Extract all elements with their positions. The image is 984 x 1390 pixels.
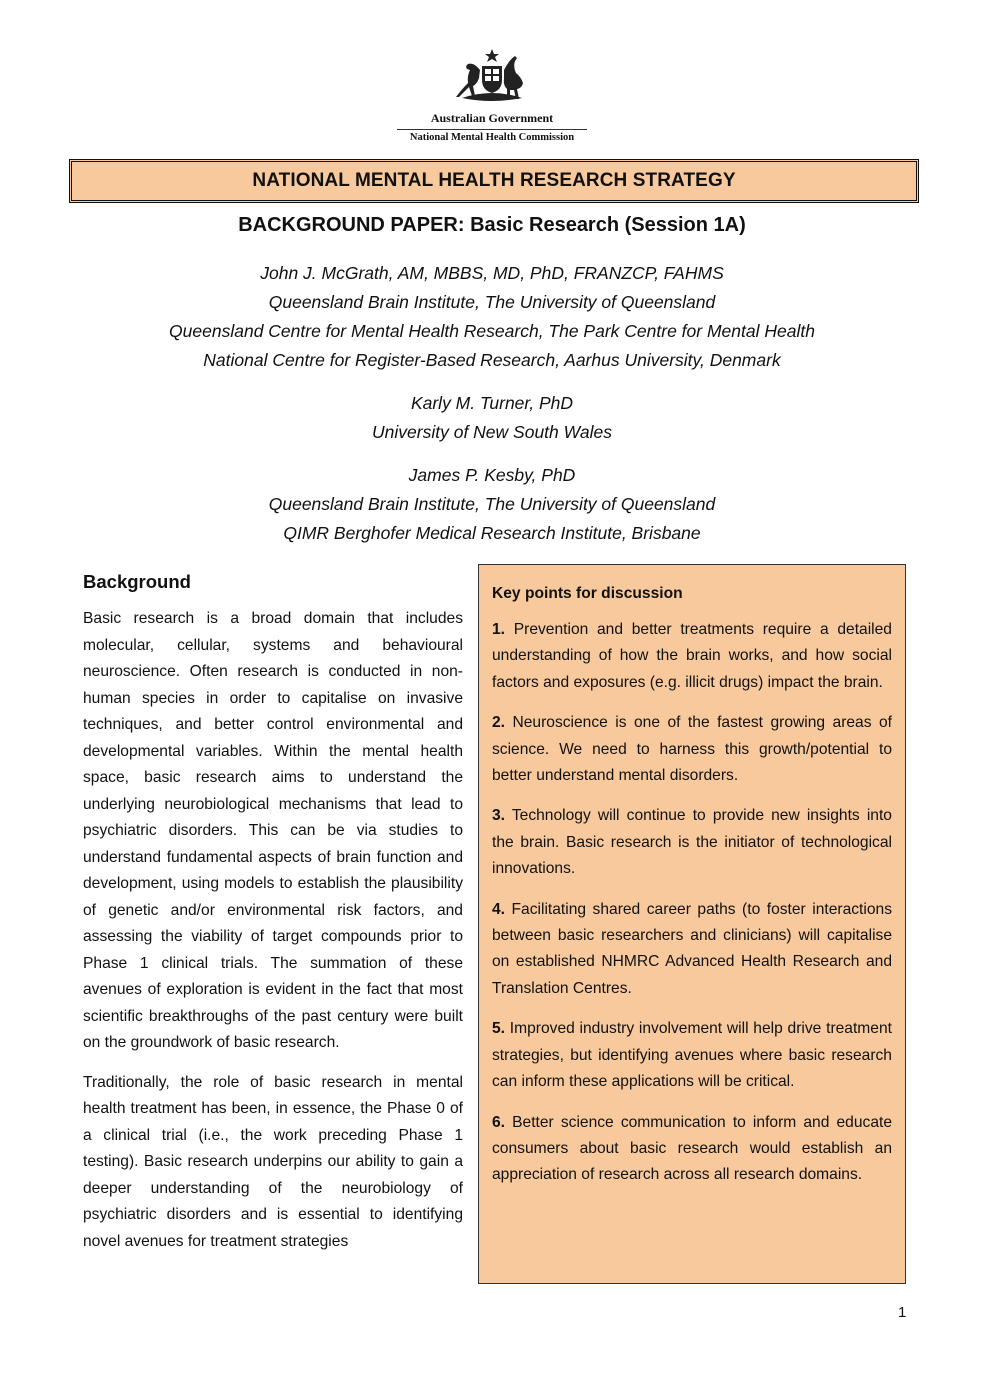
background-heading: Background xyxy=(83,571,191,592)
key-point-item xyxy=(492,803,892,882)
page-number: 1 xyxy=(898,1304,907,1321)
commission-name: National Mental Health Commission xyxy=(409,132,575,143)
author-block xyxy=(0,461,984,548)
key-point-number: 4. xyxy=(492,900,506,918)
key-point-number: 5. xyxy=(492,1020,506,1038)
key-point-number: 6. xyxy=(492,1113,506,1131)
key-point-text: Neuroscience is one of the fastest growing areas of science. We need to harness this growth/potential to better understand mental disorders. xyxy=(492,714,892,785)
key-point-number: 1. xyxy=(492,621,506,638)
background-paragraph: Basic research is a broad domain that includes molecular, cellular, systems and behavioural neuroscience. Often research is conducted in non-human species in order to capitalise on invasive techniques, and better control environmental and developmental variables. Within the mental health space, basic research aims to understand the underlying neurobiological mechanisms that lead to psychiatric disorders. This can be via studies to understand fundamental aspects of brain function and development, using models to establish the plausibility of genetic and/or environmental risk factors, and assessing the viability of target compounds prior to Phase 1 clinical trials. The summation of these avenues of exploration is evident in the fact that most scientific breakthroughs of the past century were built on the groundwork of basic research. xyxy=(83,610,463,1051)
author-name: Karly M. Turner, PhD xyxy=(410,393,574,413)
key-point-number: 3. xyxy=(492,807,506,825)
document-subtitle: BACKGROUND PAPER: Basic Research (Session 1A) xyxy=(238,214,746,236)
title-band xyxy=(69,159,919,203)
author-affiliation: QIMR Berghofer Medical Research Institute, Brisbane xyxy=(283,523,701,543)
key-point-item xyxy=(492,617,892,696)
author-affiliation: University of New South Wales xyxy=(372,422,612,442)
key-point-text: Facilitating shared career paths (to foster interactions between basic researchers and clinicians) will capitalise on established NHMRC Advanced Health Research and Translation Centres. xyxy=(492,900,892,997)
author-block xyxy=(0,259,984,375)
key-point-text: Improved industry involvement will help drive treatment strategies, but identifying avenues where basic research can inform these applications will be critical. xyxy=(492,1020,892,1091)
key-point-item xyxy=(492,1016,892,1095)
author-block xyxy=(0,389,984,447)
key-point-item xyxy=(492,710,892,789)
author-name: James P. Kesby, PhD xyxy=(408,465,576,485)
key-points-box xyxy=(478,564,906,1284)
key-points-heading: Key points for discussion xyxy=(492,585,683,602)
author-affiliation: National Centre for Register-Based Research, Aarhus University, Denmark xyxy=(203,350,781,370)
government-logo xyxy=(0,48,984,143)
logo-divider xyxy=(397,129,587,130)
author-affiliation: Queensland Brain Institute, The University of Queensland xyxy=(268,292,716,312)
author-name: John J. McGrath, AM, MBBS, MD, PhD, FRANZCP, FAHMS xyxy=(260,263,724,283)
key-point-text: Technology will continue to provide new insights into the brain. Basic research is the initiator of technological innovations. xyxy=(492,807,892,878)
author-affiliation: Queensland Brain Institute, The University of Queensland xyxy=(268,494,716,514)
key-point-item xyxy=(492,897,892,1003)
document-title: NATIONAL MENTAL HEALTH RESEARCH STRATEGY xyxy=(252,170,736,191)
key-point-number: 2. xyxy=(492,714,506,732)
key-point-text: Better science communication to inform and educate consumers about basic research would establish an appreciation of research across all research domains. xyxy=(492,1113,892,1184)
key-point-item xyxy=(492,1110,892,1189)
background-section xyxy=(83,571,463,1268)
author-affiliation: Queensland Centre for Mental Health Research, The Park Centre for Mental Health xyxy=(169,321,815,341)
background-paragraph: Traditionally, the role of basic research in mental health treatment has been, in essence, the Phase 0 of a clinical trial (i.e., the work preceding Phase 1 testing). Basic research underpins our ability to gain a deeper understanding of the neurobiology of psychiatric disorders and is essential to identifying novel avenues for treatment strategies xyxy=(83,1073,463,1250)
government-name: Australian Government xyxy=(430,111,554,125)
key-point-text: Prevention and better treatments require a detailed understanding of how the brain works, and how social factors and exposures (e.g. illicit drugs) impact the brain. xyxy=(492,621,892,691)
coat-of-arms-icon xyxy=(452,48,532,106)
